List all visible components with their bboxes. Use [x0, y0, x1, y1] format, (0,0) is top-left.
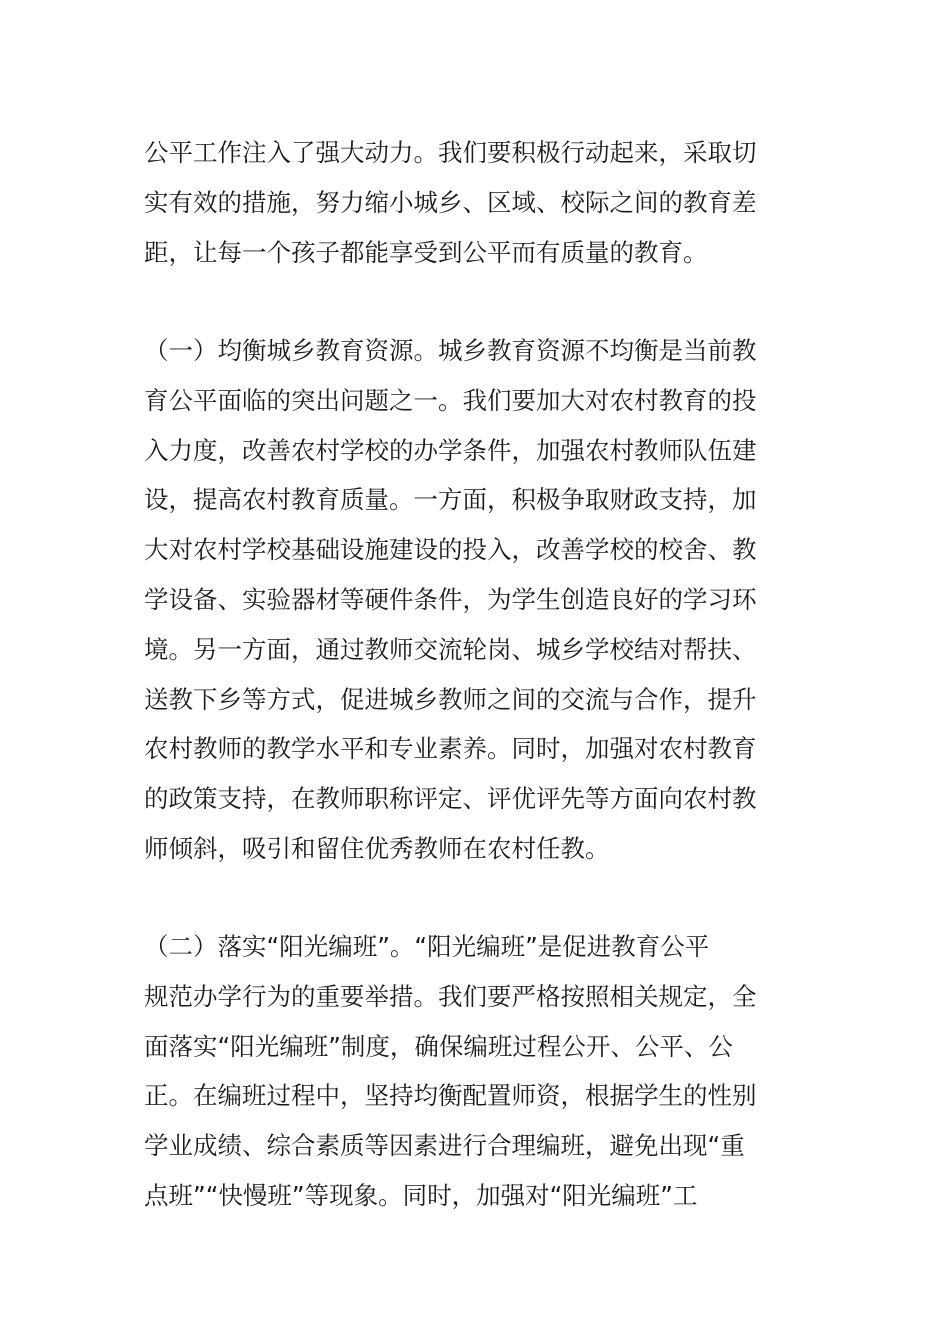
paragraph-section-1	[144, 326, 814, 874]
text-line: 境。另一方面，通过教师交流轮岗、城乡学校结对帮扶、	[144, 634, 757, 664]
text-line: 正。在编班过程中，坚持均衡配置师资，根据学生的性别	[144, 1081, 757, 1111]
text-line: 农村教师的教学水平和专业素养。同时，加强对农村教育	[144, 734, 757, 764]
text-line: 设，提高农村教育质量。一方面，积极争取财政支持，加	[144, 485, 757, 515]
text-line: 学设备、实验器材等硬件条件，为学生创造良好的学习环	[144, 584, 757, 614]
text-line: 送教下乡等方式，促进城乡教师之间的交流与合作，提升	[144, 684, 757, 714]
text-line: 点班”“快慢班”等现象。同时，加强对“阳光编班”工	[144, 1180, 698, 1210]
text-line: 学业成绩、综合素质等因素进行合理编班，避免出现“重	[144, 1131, 745, 1161]
text-line: 的政策支持，在教师职称评定、评优评先等方面向农村教	[144, 784, 757, 814]
text-line: 公平工作注入了强大动力。我们要积极行动起来，采取切	[144, 138, 757, 167]
text-line: 大对农村学校基础设施建设的投入，改善学校的校舍、教	[144, 535, 757, 565]
text-line: 育公平面临的突出问题之一。我们要加大对农村教育的投	[144, 385, 757, 415]
text-line: （一）均衡城乡教育资源。城乡教育资源不均衡是当前教	[144, 336, 757, 365]
text-line: 面落实“阳光编班”制度，确保编班过程公开、公平、公	[144, 1031, 733, 1061]
paragraph-intro	[144, 128, 814, 277]
text-line: 规范办学行为的重要举措。我们要严格按照相关规定，全	[144, 981, 757, 1011]
text-line: 师倾斜，吸引和留住优秀教师在农村任教。	[144, 833, 610, 863]
text-line: 距，让每一个孩子都能享受到公平而有质量的教育。	[144, 237, 708, 267]
paragraph-section-2	[144, 922, 814, 1221]
text-line: 入力度，改善农村学校的办学条件，加强农村教师队伍建	[144, 435, 757, 465]
text-line: 实有效的措施，努力缩小城乡、区域、校际之间的教育差	[144, 187, 757, 217]
text-line: （二）落实“阳光编班”。“阳光编班”是促进教育公平	[144, 932, 710, 961]
